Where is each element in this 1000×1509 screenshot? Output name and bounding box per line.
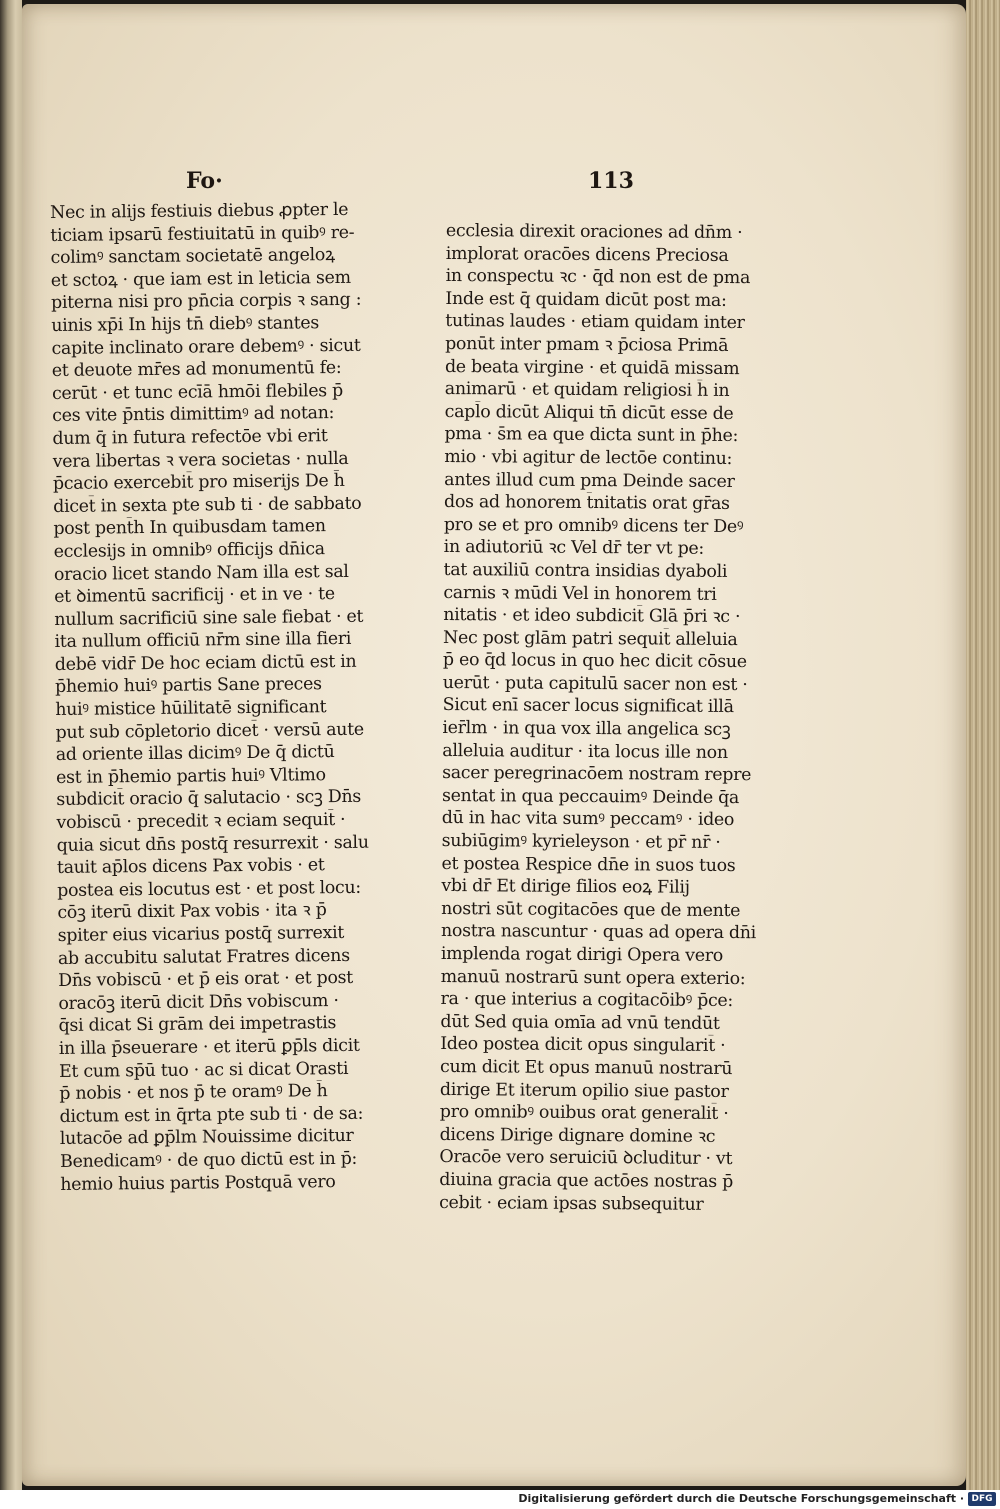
- text-line: pma · s̄m ea que dicta sunt in p̄he:: [444, 424, 739, 447]
- text-line: et postea Respice dn̄e in suos tuos: [441, 853, 736, 876]
- text-line: cum dicit Et opus manuū nostrarū: [440, 1056, 733, 1079]
- text-line: tutinas laudes · etiam quidam inter: [445, 311, 745, 334]
- text-line: in illa p̄seuerare · et iterū ꝑp̄ls dicit: [58, 1035, 360, 1059]
- text-line: dū in hac vita sumꝰ peccamꝰ · ideo: [441, 808, 735, 831]
- text-line: vbi dr̄ Et dirige filios eoꝝ Filij: [441, 876, 690, 898]
- text-line: sacer peregrinacōem nostram repre: [442, 763, 752, 786]
- text-line: put sub cōpletorio dicet̄ · versū aute: [55, 719, 364, 743]
- text-line: implenda rogat dirigi Opera vero: [440, 943, 724, 966]
- text-line: ad oriente illas dicimꝰ De q̄ dictū: [55, 742, 335, 766]
- text-line: tauit ap̄los dicens Pax vobis · et: [56, 855, 325, 879]
- text-line: et sctoꝝ · que iam est in leticia sem: [50, 267, 351, 291]
- text-line: dirige Et iterum opilio siue pastor: [439, 1079, 729, 1102]
- text-line: animarū · et quidam religiosi h̄ in: [444, 379, 730, 402]
- text-line: ecclesia direxit oraciones ad dn̄m ·: [445, 220, 743, 244]
- text-line: spiter eius vicarius postq̄ surrexit: [57, 922, 345, 946]
- text-line: ra · que interius a cogitacōibꝰ p̄ce:: [440, 989, 734, 1012]
- text-line: alleluia auditur · ita locus ille non: [442, 740, 728, 763]
- text-line: manuū nostrarū sunt opera exterio:: [440, 966, 746, 989]
- text-line: nitatis · et ideo subdicit̄ Glā p̄ri ꝛc ·: [443, 605, 741, 628]
- text-column-left: [50, 199, 390, 1197]
- text-line: Benedicamꝰ · de quo dictū est in p̄:: [59, 1148, 358, 1172]
- text-column-right: [439, 220, 786, 1216]
- text-line: dos ad honorem t̄nitatis orat gr̄as: [443, 492, 730, 515]
- text-line: q̄si dicat Si grām dei impetrastis: [58, 1013, 337, 1037]
- text-line: nullum sacrificiū sine sale fiebat · et: [54, 606, 364, 630]
- text-line: vobiscū · precedit ꝛ eciam sequit̄ ·: [56, 809, 346, 833]
- text-line: p̄hemio huiꝰ partis Sane preces: [54, 674, 322, 698]
- text-line: ticiam ipsarū festiuitatū in quibꝰ re-: [50, 222, 355, 246]
- text-line: dicet̄ in sexta pte sub ti · de sabbato: [53, 493, 362, 517]
- text-line: dictum est in q̄rta pte sub ti · de sa:: [59, 1103, 364, 1127]
- running-head-left: Fo·: [186, 168, 223, 194]
- text-line: ita nullum officiū nr̄m sine illa fieri: [54, 629, 352, 653]
- text-line: mio · vbi agitur de lectōe continu:: [444, 446, 733, 469]
- text-line: et ꝺimentū sacrificij · et in ve · te: [54, 584, 335, 608]
- text-line: oracio licet stando Nam illa est sal: [53, 561, 349, 585]
- text-line: colimꝰ sanctam societatē angeloꝝ: [50, 245, 335, 269]
- text-line: cōꝫ iterū dixit Pax vobis · ita ꝛ p̄: [57, 900, 327, 924]
- text-line: Nec post glām patri sequit̄ alleluia: [443, 627, 738, 650]
- text-line: Sicut enī sacer locus significat illā: [442, 695, 734, 718]
- text-line: dum q̄ in futura refectōe vbi erit: [52, 426, 328, 449]
- text-line: Nec in alijs festiuis diebus ꝓpter le: [50, 199, 349, 223]
- text-line: Et cum sp̄ū tuo · ac si dicat Orasti: [59, 1058, 349, 1082]
- text-line: tat auxiliū contra insidias dyaboli: [443, 559, 728, 582]
- funding-credit: Digitalisierung gefördert durch die Deutsche Forschungsgemeinschaft ·: [518, 1492, 964, 1505]
- text-line: pro omnibꝰ ouibus orat generalit̄ ·: [439, 1102, 729, 1125]
- text-line: implorat oracōes dicens Preciosa: [445, 243, 729, 266]
- text-line: lutacōe ad ꝑp̄lm Nouissime dicitur: [59, 1126, 354, 1150]
- text-line: p̄ eo q̄d locus in quo hec dicit cōsue: [442, 650, 747, 673]
- text-line: ier̄lm · in qua vox illa angelica scꝫ: [442, 718, 731, 741]
- text-line: diuina gracia que actōes nostras p̄: [439, 1169, 734, 1192]
- text-line: dūt Sed quia omīa ad vnū tendūt: [440, 1011, 720, 1034]
- text-line: nostri sūt cogitacōes que de mente: [441, 898, 741, 921]
- text-line: huiꝰ mistice hūilitatē significant: [55, 697, 327, 721]
- text-line: ab accubitu salutat Fratres dicens: [57, 945, 350, 969]
- text-line: ces vite p̄ntis dimittimꝰ ad notan:: [52, 403, 335, 427]
- text-line: debē vidr̄ De hoc eciam dictū est in: [54, 651, 357, 675]
- text-line: de beata virgine · et quidā missam: [444, 356, 740, 379]
- text-line: p̄cacio exercebit̄ pro miserijs De h̄: [52, 471, 345, 495]
- text-line: cerūt · et tunc ecīā hmōi flebiles p̄: [51, 380, 344, 404]
- text-line: capl̄o dicūt Aliqui tn̄ dicūt esse de: [444, 401, 734, 424]
- text-line: antes illud cum pma Deinde sacer: [444, 469, 735, 492]
- text-line: nostra nascuntur · quas ad opera dn̄i: [440, 921, 757, 944]
- text-line: Dn̄s vobiscū · et p̄ eis orat · et post: [58, 968, 354, 992]
- text-line: ponūt inter pmam ꝛ p̄ciosa Primā: [445, 333, 729, 356]
- text-line: uinis xp̄i In hijs tn̄ diebꝰ stantes: [51, 313, 320, 336]
- text-line: pro se et pro omnibꝰ dicens ter Deꝰ: [443, 514, 744, 537]
- folio-number: 113: [588, 168, 634, 194]
- text-line: dicens Dirige dignare domine ꝛc: [439, 1124, 716, 1147]
- text-line: Oracōe vero seruiciū ꝺcluditur · vt: [439, 1147, 733, 1170]
- text-line: quia sicut dn̄s postq̄ resurrexit · salu: [56, 832, 369, 856]
- text-line: in conspectu ꝛc · q̄d non est de pma: [445, 266, 751, 289]
- text-line: carnis ꝛ mūdi Vel in honorem tri: [443, 582, 717, 605]
- text-line: ecclesijs in omnibꝰ officijs dn̄ica: [53, 539, 325, 562]
- digitization-footer: [0, 1490, 1000, 1509]
- text-line: subiūgimꝰ kyrieleyson · et pr̄ nr̄ ·: [441, 831, 721, 853]
- book-fore-edge: [966, 0, 1000, 1490]
- text-line: est in p̄hemio partis huiꝰ Vltimo: [55, 764, 326, 788]
- text-line: et deuote mr̄es ad monumentū fe:: [51, 358, 342, 382]
- text-line: uerūt · puta capitulū sacer non est ·: [442, 672, 748, 695]
- text-line: post pent̄h In quibusdam tamen: [53, 516, 326, 540]
- facing-page-edge: [0, 0, 22, 1490]
- text-line: piterna nisi pro pn̄cia corpis ꝛ sang :: [50, 290, 362, 314]
- text-line: Ideo postea dicit opus singularit̄ ·: [440, 1034, 726, 1057]
- text-line: in adiutoriū ꝛc Vel dr̄ ter vt pe:: [443, 537, 705, 560]
- text-line: sentat in qua peccauimꝰ Deinde q̄a: [441, 785, 740, 808]
- dfg-logo: DFG: [968, 1492, 996, 1506]
- text-line: p̄ nobis · et nos p̄ te oramꝰ De h̄: [59, 1081, 328, 1105]
- text-line: Inde est q̄ quidam dicūt post ma:: [445, 288, 727, 311]
- text-line: oracōꝫ iterū dicit Dn̄s vobiscum ·: [58, 990, 339, 1014]
- text-line: capite inclinato orare debemꝰ · sicut: [51, 335, 361, 359]
- text-line: hemio huius partis Postquā vero: [60, 1171, 336, 1195]
- text-line: vera libertas ꝛ vera societas · nulla: [52, 448, 349, 472]
- text-line: subdicit̄ oracio q̄ salutacio · scꝫ Dn̄s: [56, 787, 362, 811]
- text-line: postea eis locutus est · et post locu:: [57, 877, 362, 901]
- text-line: cebit · eciam ipsas subsequitur: [439, 1192, 704, 1215]
